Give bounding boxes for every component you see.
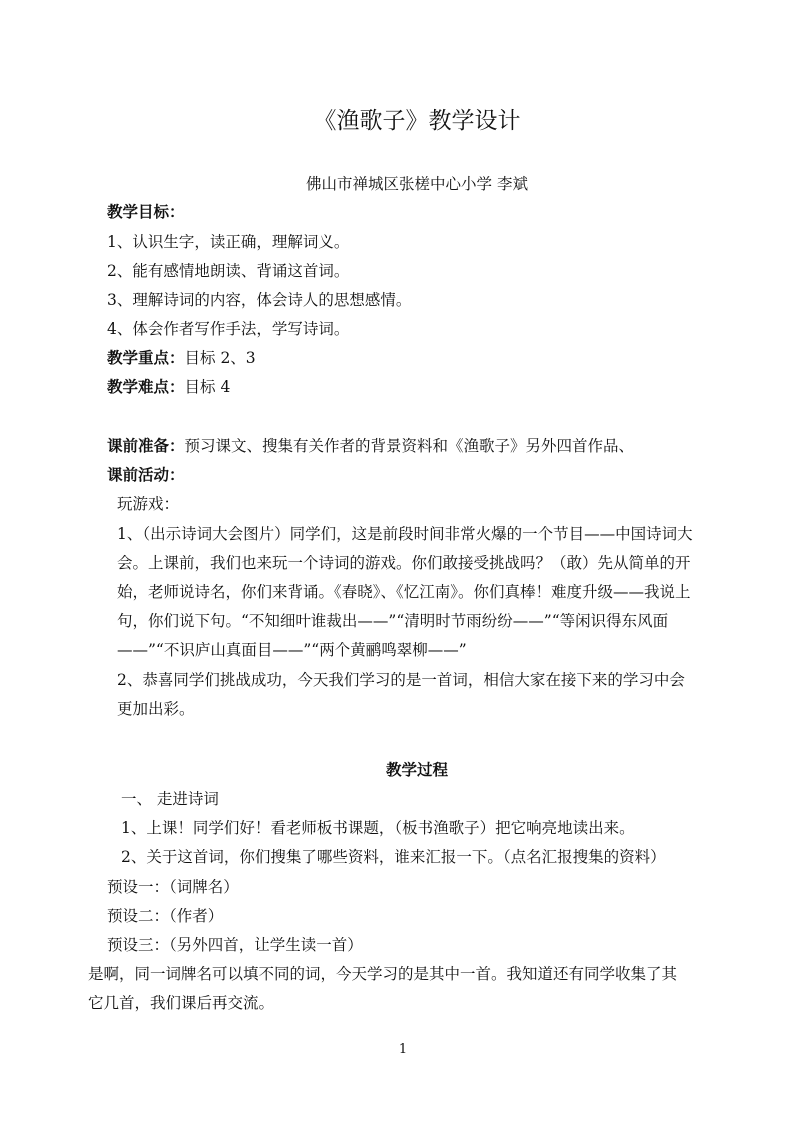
preset-item: 预设一：（词牌名） [107, 878, 239, 896]
difficulty-label: 教学难点： [107, 377, 185, 396]
page-number: 1 [398, 1042, 408, 1057]
author-line: 佛山市禅城区张槎中心小学 李斌 [306, 175, 528, 193]
goals-heading: 教学目标： [107, 202, 185, 221]
document-title: 《渔歌子》教学设计 [313, 108, 521, 134]
key-point-line [107, 348, 256, 368]
paragraph-line: 更加出彩。 [117, 700, 195, 718]
goal-item: 4、体会作者写作手法，学写诗词。 [107, 320, 350, 338]
paragraph-line: 2、恭喜同学们挑战成功，今天我们学习的是一首词，相信大家在接下来的学习中会 [117, 671, 685, 689]
paragraph-line: 1、（出示诗词大会图片）同学们，这是前段时间非常火爆的一个节目——中国诗词大 [117, 525, 693, 543]
paragraph-line: 会。上课前，我们也来玩一个诗词的游戏。你们敢接受挑战吗？（敢）先从简单的开 [117, 554, 691, 572]
closing-line: 是啊，同一词牌名可以填不同的词，今天学习的是其中一首。我知道还有同学收集了其 [88, 965, 678, 983]
paragraph-line: 始，老师说诗名，你们来背诵。《春晓》、《忆江南》。你们真棒！难度升级——我说上 [117, 583, 691, 601]
process-heading: 教学过程 [385, 760, 448, 779]
key-point-text: 目标 2、3 [184, 349, 256, 367]
preparation-label: 课前准备： [107, 436, 185, 455]
preset-item: 预设三：（另外四首，让学生读一首） [107, 936, 363, 954]
preparation-line [107, 436, 634, 456]
goal-item: 2、能有感情地朗读、背诵这首词。 [107, 262, 350, 280]
key-point-label: 教学重点： [107, 348, 185, 367]
section-one-heading: 一、 走进诗词 [121, 790, 219, 808]
difficulty-line [107, 377, 230, 397]
goal-item: 1、认识生字，读正确，理解词义。 [107, 233, 350, 251]
closing-line: 它几首，我们课后再交流。 [88, 994, 275, 1012]
preparation-text: 预习课文、搜集有关作者的背景资料和《渔歌子》另外四首作品、 [184, 437, 635, 455]
process-step: 2、关于这首词，你们搜集了哪些资料，谁来汇报一下。（点名汇报搜集的资料） [121, 848, 666, 866]
paragraph-line: ——”“不识庐山真面目——”“两个黄鹂鸣翠柳——” [117, 641, 467, 659]
process-step: 1、上课！同学们好！看老师板书课题，（板书渔歌子）把它响亮地读出来。 [121, 819, 635, 837]
game-label: 玩游戏： [117, 495, 180, 513]
difficulty-text: 目标 4 [184, 378, 231, 396]
pre-activity-heading: 课前活动： [107, 465, 185, 484]
paragraph-line: 句，你们说下句。“不知细叶谁裁出——”“清明时节雨纷纷——”“等闲识得东风面 [117, 612, 669, 630]
preset-item: 预设二：（作者） [107, 907, 224, 925]
goal-item: 3、理解诗词的内容，体会诗人的思想感情。 [107, 291, 412, 309]
